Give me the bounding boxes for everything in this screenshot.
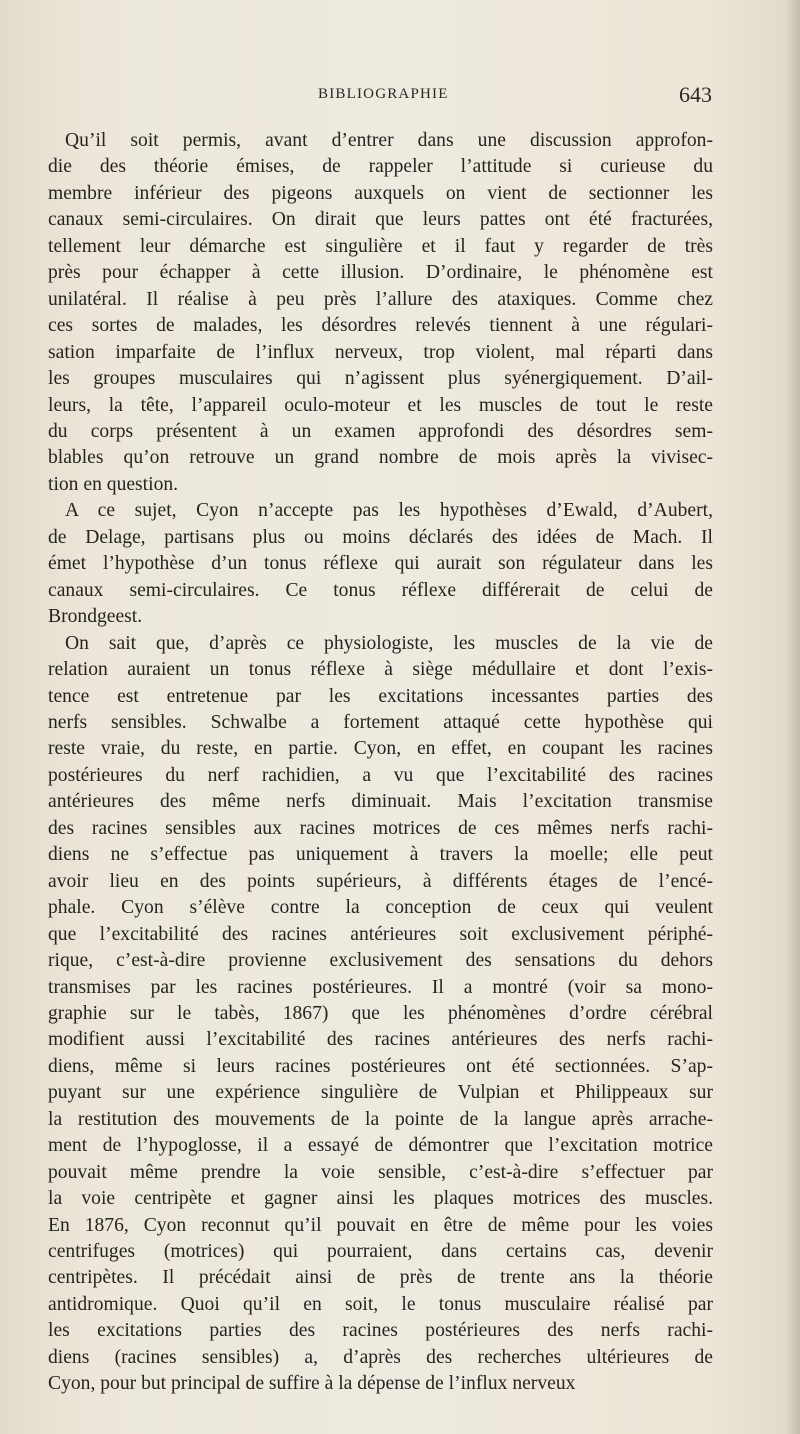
text-line: membre inférieur des pigeons auxquels on vient de sectionner les [48,182,713,204]
text-line: En 1876, Cyon reconnut qu’il pouvait en être de même pour les voies [48,1214,713,1236]
text-line: leurs, la tête, l’appareil oculo-moteur et les muscles de tout le reste [48,394,713,416]
text-line: tellement leur démarche est singulière et il faut y regarder de très [48,235,713,257]
text-line: près pour échapper à cette illusion. D’ordinaire, le phénomène est [48,262,713,284]
text-line: Cyon, pour but principal de suffire à la dépense de l’influx nerveux [48,1373,576,1395]
text-line: rique, c’est-à-dire provienne exclusivement des sensations du dehors [48,950,713,972]
text-line: les excitations parties des racines postérieures des nerfs rachi- [48,1320,713,1342]
text-line: des racines sensibles aux racines motrices de ces mêmes nerfs rachi- [48,817,713,839]
text-line: avoir lieu en des points supérieurs, à différents étages de l’encé- [48,870,713,892]
text-line: Qu’il soit permis, avant d’entrer dans une discussion approfon- [65,130,713,151]
text-line: A ce sujet, Cyon n’accepte pas les hypothèses d’Ewald, d’Aubert, [65,500,713,522]
page-header [48,82,712,112]
text-line: canaux semi-circulaires. On dirait que leurs pattes ont été fracturées, [48,209,713,231]
text-line: postérieures du nerf rachidien, a vu que l’excitabilité des racines [48,764,713,786]
text-line: phale. Cyon s’élève contre la conception de ceux qui veulent [48,897,713,919]
page-edge-shadow [786,0,800,1434]
text-line: de Delage, partisans plus ou moins déclarés des idées de Mach. Il [48,526,713,548]
paragraph [48,631,713,1398]
text-line: sation imparfaite de l’influx nerveux, trop violent, mal réparti dans [48,341,713,363]
running-title: BIBLIOGRAPHIE [318,86,449,102]
text-line: puyant sur une expérience singulière de Vulpian et Philippeaux sur [48,1082,713,1104]
text-line: la voie centripète et gagner ainsi les plaques motrices des muscles. [48,1188,713,1210]
text-line: canaux semi-circulaires. Ce tonus réflexe différerait de celui de [48,579,713,601]
text-line: nerfs sensibles. Schwalbe a fortement attaqué cette hypothèse qui [48,711,713,733]
text-line: die des théorie émises, de rappeler l’attitude si curieuse du [48,156,713,178]
text-line: diens (racines sensibles) a, d’après des recherches ultérieures de [48,1346,713,1368]
text-line: transmises par les racines postérieures. Il a montré (voir sa mono- [48,976,713,998]
text-line: blables qu’on retrouve un grand nombre de mois après la vivisec- [48,447,713,469]
text-line: ces sortes de malades, les désordres relevés tiennent à une régulari- [48,315,713,337]
text-line: unilatéral. Il réalise à peu près l’allure des ataxiques. Comme chez [48,288,713,310]
text-line: diens ne s’effectue pas uniquement à travers la moelle; elle peut [48,844,713,866]
text-line: relation auraient un tonus réflexe à siège médullaire et dont l’exis- [48,659,713,681]
paragraph [48,128,713,498]
body-text [48,128,713,1398]
text-line: ment de l’hypoglosse, il a essayé de démontrer que l’excitation motrice [48,1135,713,1157]
text-line: tence est entretenue par les excitations incessantes parties des [48,685,713,707]
text-line: antérieures des même nerfs diminuait. Mais l’excitation transmise [48,791,713,813]
text-line: émet l’hypothèse d’un tonus réflexe qui aurait son régulateur dans les [48,553,713,575]
text-line: que l’excitabilité des racines antérieures soit exclusivement périphé- [48,923,713,945]
text-line: On sait que, d’après ce physiologiste, les muscles de la vie de [65,632,713,654]
text-line: diens, même si leurs racines postérieures ont été sectionnées. S’ap- [48,1055,713,1077]
text-line: la restitution des mouvements de la pointe de la langue après arrache- [48,1108,713,1130]
paragraph [48,498,713,630]
text-line: Brondgeest. [48,606,143,628]
text-line: modifient aussi l’excitabilité des racines antérieures des nerfs rachi- [48,1029,713,1051]
page-number: 643 [679,82,712,107]
text-line: tion en question. [48,473,179,495]
text-line: graphie sur le tabès, 1867) que les phénomènes d’ordre cérébral [48,1002,713,1024]
text-line: centripètes. Il précédait ainsi de près de trente ans la théorie [48,1267,713,1289]
text-line: du corps présentent à un examen approfondi des désordres sem- [48,420,713,442]
text-line: antidromique. Quoi qu’il en soit, le tonus musculaire réalisé par [48,1293,713,1315]
text-line: pouvait même prendre la voie sensible, c’est-à-dire s’effectuer par [48,1161,713,1183]
text-line: centrifuges (motrices) qui pourraient, dans certains cas, devenir [48,1241,713,1263]
text-line: les groupes musculaires qui n’agissent plus syénergiquement. D’ail- [48,368,713,390]
text-line: reste vraie, du reste, en partie. Cyon, en effet, en coupant les racines [48,738,713,760]
